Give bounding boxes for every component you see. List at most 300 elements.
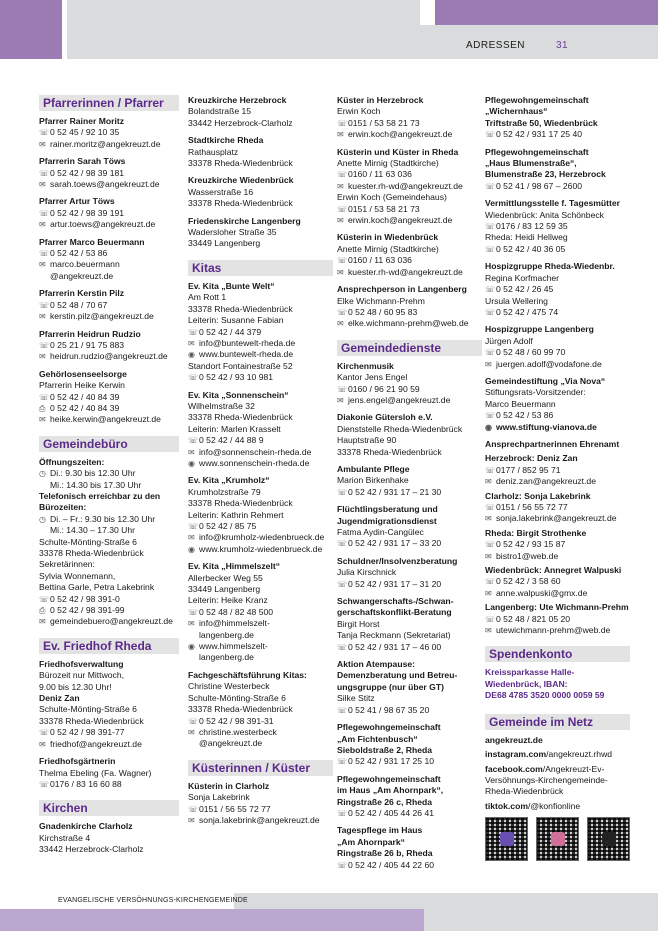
phone-icon: ☏ (337, 579, 348, 589)
entry-title: Kreuzkirche Herzebrock (188, 95, 287, 105)
email-icon: ✉ (39, 180, 46, 190)
contact-entry (39, 369, 179, 426)
phone-icon: ☏ (485, 503, 496, 512)
sexton-entry (337, 284, 482, 330)
entry-title: Ev. Kita „Himmelszelt“ (188, 561, 281, 572)
service-entry (337, 361, 482, 407)
email-link[interactable]: christine.westerbeck (199, 726, 277, 737)
contact-name: Rheda: Heidi Hellweg (485, 232, 568, 243)
phone-number: 0 52 48 / 70 67 (50, 299, 108, 310)
entry-title: Stadtkirche Rheda (188, 135, 264, 146)
staff-names: Sylvia Wonnemann, (39, 570, 116, 581)
phone-icon: ☏ (188, 804, 199, 814)
email-icon: ✉ (39, 739, 46, 749)
email-icon: ✉ (188, 447, 195, 457)
contact-name: Christine Westerbeck (188, 681, 270, 692)
tiktok-domain: tiktok.com (485, 800, 528, 811)
section-heading-kirchen: Kirchen (39, 800, 179, 816)
website-link[interactable]: www.stiftung-vianova.de (496, 421, 597, 432)
entry-title: Tagespflege im Haus (337, 825, 423, 836)
phone-number: 0 52 48 / 821 05 20 (496, 613, 571, 624)
contact-name: Jürgen Adolf (485, 335, 533, 346)
contact-name: Erwin Koch (Gemeindehaus) (337, 192, 447, 203)
fax-number: 0 52 42 / 98 391-99 (50, 605, 125, 616)
entry-title: Vermittlungsstelle f. Tagesmütter (485, 198, 620, 209)
contact-name: Marco Beuermann (485, 398, 556, 409)
email-icon: ✉ (485, 551, 492, 561)
church-entry (39, 821, 179, 855)
entry-title: Hospizgruppe Langenberg (485, 324, 594, 335)
email-link[interactable]: artur.toews@angekreuzt.de (50, 219, 156, 230)
phone-number: 0 52 42 / 93 15 87 (496, 539, 566, 550)
service-entry (337, 659, 482, 716)
contact-entry (39, 116, 179, 150)
phone-icon: ☏ (485, 465, 496, 475)
email-link[interactable]: info@sonnenschein-rheda.de (199, 446, 312, 457)
entry-title: Ringstraße 26 b, Rheda (337, 848, 433, 859)
entry-title: Ev. Kita „Krumholz“ (188, 475, 270, 486)
service-entry (337, 464, 482, 498)
city: 33378 Rheda-Wiedenbrück (188, 198, 293, 209)
phone-icon: ☏ (485, 181, 496, 191)
phone-number: 0 52 42 / 931 17 25 40 (496, 129, 583, 140)
city: 33378 Rheda-Wiedenbrück (188, 303, 293, 314)
contact-name: Herzebrock: Deniz Zan (485, 453, 578, 464)
column-1 (39, 95, 179, 862)
sexton-entry (337, 232, 482, 278)
church-entry (188, 95, 333, 129)
city: 33378 Rheda-Wiedenbrück (188, 412, 293, 423)
email-icon: ✉ (337, 319, 344, 329)
entry-title: Küsterin und Küster in Rheda (337, 146, 459, 157)
entry-title: Triftstraße 50, Wiedenbrück (485, 117, 598, 128)
contact-entry (39, 237, 179, 283)
phone-number: 0 52 42 / 40 36 05 (496, 243, 566, 254)
column-2 (188, 95, 333, 832)
contact-name: Fatma Aydin-Cangülec (337, 527, 424, 537)
website-link[interactable]: www.buntewelt-rheda.de (199, 349, 294, 360)
email-link[interactable]: marco.beuermann (50, 259, 120, 270)
email-icon: ✉ (39, 312, 46, 322)
phone-icon: ☏ (337, 757, 348, 767)
church-entry (188, 216, 333, 250)
city: 33378 Rheda-Wiedenbrück (337, 446, 442, 457)
city: 33449 Langenberg (188, 584, 261, 595)
contact-name: Birgit Horst (337, 618, 380, 629)
email-link[interactable]: kuester.rh-wd@angekreuzt.de (348, 180, 463, 191)
website-link[interactable]: www.himmelszelt- (199, 641, 268, 652)
section-heading-netz: Gemeinde im Netz (485, 714, 630, 730)
email-icon: ✉ (188, 815, 195, 825)
city: 33449 Langenberg (188, 238, 261, 249)
phone-icon: ☏ (485, 411, 496, 421)
staff-label: Sekretärinnen: (39, 559, 95, 570)
phone-icon: ☏ (485, 285, 496, 295)
email-link[interactable]: heidrun.rudzio@angekreuzt.de (50, 351, 168, 362)
service-entry (485, 324, 630, 370)
phone-number: 0 52 42 / 40 84 39 (50, 391, 120, 402)
office-name: Dienststelle Rheda-Wiedenbrück (337, 423, 463, 434)
phone-icon: ☏ (337, 118, 348, 128)
section-heading-pfarrer: Pfarrerinnen / Pfarrer (39, 95, 179, 111)
service-entry (337, 412, 482, 458)
decor-lilac-footer-band (0, 909, 424, 931)
phone-icon: ☏ (188, 327, 199, 337)
email-icon: ✉ (485, 359, 492, 369)
city: 33442 Herzebrock-Clarholz (188, 117, 293, 128)
street: Wasserstraße 16 (188, 186, 254, 197)
email-icon: ✉ (188, 338, 195, 348)
street: Schulte-Mönting-Straße 6 (39, 536, 137, 547)
entry-title: „Am Ahornpark“ (337, 836, 405, 847)
kita-entry (188, 281, 333, 384)
street: Rathausplatz (188, 146, 239, 157)
section-heading-dienste: Gemeindedienste (337, 340, 482, 356)
phone-icon: ☏ (337, 204, 348, 214)
phone-number: 0 52 42 / 3 58 60 (496, 576, 561, 587)
tiktok-path: /@konfionline (527, 800, 581, 811)
leader: Leiterin: Susanne Fabian (188, 315, 284, 326)
entry-title: Diakonie Gütersloh e.V. (337, 412, 433, 423)
entry-title: Ev. Kita „Sonnenschein“ (188, 389, 289, 400)
email-icon: ✉ (39, 139, 46, 149)
entry-title: Ansprechpartnerinnen Ehrenamt (485, 438, 620, 449)
service-entry (337, 825, 482, 871)
email-link[interactable]: gemeindebuero@angekreuzt.de (50, 616, 173, 627)
page-number: 31 (556, 40, 569, 51)
email-link[interactable]: heike.kerwin@angekreuzt.de (50, 414, 161, 425)
phone-icon: ☏ (337, 307, 348, 317)
kita-entry (188, 561, 333, 664)
fax-icon: ⎙ (39, 403, 46, 413)
phone-icon: ☏ (337, 642, 348, 652)
phone-icon: ☏ (39, 728, 50, 738)
phone-number: 0160 / 11 63 036 (348, 169, 412, 180)
hours-line: Mi.: 14.30 – 17.30 Uhr (50, 525, 136, 536)
phone-icon: ☏ (337, 256, 348, 266)
phone-number: 0 25 21 / 91 75 883 (50, 339, 125, 350)
facebook-path: Rheda-Wiedenbrück (485, 786, 564, 797)
instagram-path: /angekreuzt.rhwd (546, 749, 613, 760)
section-heading-kuester: Küsterinnen / Küster (188, 760, 333, 776)
service-entry (485, 147, 630, 193)
globe-icon: ◉ (188, 458, 195, 468)
volunteer-contacts (485, 439, 630, 637)
entry-title: Ambulante Pflege (337, 463, 410, 474)
phone-number: 0 52 42 / 85 75 (199, 521, 257, 531)
email-icon: ✉ (337, 395, 344, 405)
contact-name: Ursula Wellering (485, 295, 548, 306)
service-entry (337, 774, 482, 820)
phone-number: 0 52 42 / 93 10 981 (199, 372, 274, 383)
phone-number: 0 52 42 / 931 17 – 46 00 (348, 641, 442, 652)
phone-icon: ☏ (39, 779, 50, 789)
phone-number: 0 52 42 / 931 17 – 21 30 (348, 486, 442, 497)
phone-number: 0 52 42 / 98 39 181 (50, 167, 125, 178)
phone-icon: ☏ (39, 208, 50, 218)
phone-number: 0 52 42 / 98 391-0 (50, 593, 120, 604)
tiktok-qr-code (587, 817, 630, 861)
facebook-path: /Angekreuzt-Ev- (542, 763, 605, 774)
instagram-link[interactable] (485, 749, 630, 760)
phone-icon: ☏ (39, 128, 50, 138)
email-link[interactable]: erwin.koch@angekreuzt.de (348, 129, 453, 140)
contact-name: Kantor Jens Engel (337, 372, 408, 383)
email-link[interactable]: anne.walpuski@gmx.de (496, 587, 588, 598)
email-link[interactable]: info@krumholz-wiedenbrueck.de (199, 532, 325, 543)
phone-icon: ☏ (188, 436, 199, 446)
street: Krumholzstraße 79 (188, 486, 261, 497)
phone-number: 0 52 48 / 60 99 70 (496, 347, 566, 358)
entry-title: Ev. Kita „Bunte Welt“ (188, 280, 275, 291)
contact-entry (39, 156, 179, 190)
entry-title: Pflegewohngemeinschaft (485, 95, 589, 105)
website-link[interactable]: www.krumholz-wiedenbrueck.de (199, 543, 323, 554)
email-link[interactable]: elke.wichmann-prehm@web.de (348, 318, 469, 329)
email-icon: ✉ (485, 477, 492, 487)
email-link[interactable]: sonja.lakebrink@angekreuzt.de (199, 814, 320, 825)
phone-number: 0 52 42 / 931 17 – 31 20 (348, 578, 442, 589)
clock-icon: ◷ (39, 514, 46, 524)
entry-title: Pfarrer Artur Töws (39, 196, 115, 207)
service-entry (337, 596, 482, 653)
email-icon: ✉ (39, 220, 46, 230)
phone-icon: ☏ (188, 607, 199, 617)
hours-line: Di. – Fr.: 9.30 bis 12.30 Uhr (50, 513, 156, 524)
email-link[interactable]: deniz.zan@angekreuzt.de (496, 476, 596, 487)
phone-icon: ☏ (39, 300, 50, 310)
email-icon: ✉ (39, 352, 46, 362)
email-icon: ✉ (39, 415, 46, 425)
contact-name: Anette Mirnig (Stadtkirche) (337, 158, 439, 169)
email-link-continued[interactable]: @angekreuzt.de (50, 270, 114, 281)
column-4 (485, 95, 630, 867)
decor-purple-block-top-right (435, 0, 658, 25)
entry-title: Flüchtlingsberatung und (337, 504, 438, 515)
email-link[interactable]: kerstin.pilz@angekreuzt.de (50, 311, 154, 322)
column-3 (337, 95, 482, 877)
entry-title: Ansprechperson in Langenberg (337, 284, 467, 295)
phone-icon: ☏ (337, 705, 348, 715)
donation-account (485, 667, 630, 701)
email-link[interactable]: utewichmann-prehm@web.de (496, 625, 611, 636)
email-icon: ✉ (485, 626, 492, 636)
online-links (485, 735, 630, 861)
contact-name: Wiedenbrück: Anita Schönbeck (485, 209, 604, 220)
entry-title: Aktion Atempause: (337, 659, 415, 670)
phone-hours-title: Telefonisch erreichbar zu den Bürozeiten: (39, 490, 161, 513)
phone-number: 0 52 42 / 26 45 (496, 284, 554, 295)
section-heading-gemeindebuero: Gemeindebüro (39, 436, 179, 452)
entry-title: Küsterin in Clarholz (188, 780, 270, 791)
contact-name: Julia Kirschnick (337, 567, 397, 578)
street: Schulte-Mönting-Straße 6 (188, 692, 286, 703)
phone-icon: ☏ (39, 168, 50, 178)
entry-title: ungsgruppe (nur über GT) (337, 681, 444, 692)
phone-number: 0 52 42 / 53 86 (496, 410, 554, 421)
entry-title: Hospizgruppe Rheda-Wiedenbr. (485, 261, 615, 272)
instagram-qr-code (485, 817, 528, 861)
entry-title: Gnadenkirche Clarholz (39, 821, 133, 832)
fax-icon: ⎙ (39, 606, 46, 616)
globe-icon: ◉ (188, 544, 195, 554)
kita-management-entry (188, 670, 333, 750)
phone-number: 0 52 42 / 405 44 26 41 (348, 807, 435, 818)
email-link[interactable]: juergen.adolf@vodafone.de (496, 358, 602, 369)
phone-icon: ☏ (188, 522, 199, 531)
phone-number: 0151 / 56 55 72 77 (496, 502, 568, 512)
email-icon: ✉ (337, 130, 344, 140)
phone-icon: ☏ (337, 860, 348, 870)
iban: DE68 4785 3520 0000 0059 59 (485, 690, 605, 701)
phone-icon: ☏ (485, 614, 496, 624)
section-heading-kitas: Kitas (188, 260, 333, 276)
section-title: ADRESSEN (466, 40, 526, 51)
leader: Leiterin: Heike Kranz (188, 595, 268, 606)
email-link[interactable]: info@buntewelt-rheda.de (199, 337, 296, 348)
service-entry (485, 198, 630, 255)
contact-name: Anette Mirnig (Stadtkirche) (337, 243, 439, 254)
hours-line: 9.00 bis 12.30 Uhr! (39, 681, 112, 692)
email-icon: ✉ (188, 619, 195, 629)
entry-title: Kirchenmusik (337, 360, 394, 371)
section-heading-spenden: Spendenkonto (485, 646, 630, 662)
extra-location: Standort Fontainestraße 52 (188, 360, 293, 371)
facebook-path: Versöhnungs-Kirchengemeinde- (485, 774, 608, 785)
entry-title: Pflegewohngemeinschaft (337, 722, 441, 733)
phone-number: 0151 / 53 58 21 73 (348, 203, 420, 214)
email-link[interactable]: sarah.toews@angekreuzt.de (50, 179, 160, 190)
contact-name: Marion Birkenhake (337, 475, 409, 486)
phone-icon: ☏ (39, 594, 50, 604)
email-link[interactable]: bistro1@web.de (496, 550, 559, 561)
email-link[interactable]: jens.engel@angekreuzt.de (348, 394, 451, 405)
entry-title: Jugendmigrationsdienst (337, 515, 437, 526)
phone-icon: ☏ (337, 384, 348, 394)
role-label: Stiftungsrats-Vorsitzender: (485, 387, 586, 398)
email-icon: ✉ (485, 588, 492, 598)
entry-title: im Haus „Am Ahornpark“, (337, 785, 444, 796)
contact-entry (39, 288, 179, 322)
hours-line: Bürozeit nur Mittwoch, (39, 670, 125, 681)
phone-icon: ☏ (485, 244, 496, 254)
phone-icon: ☏ (485, 348, 496, 358)
cemetery-admin-entry (39, 659, 179, 750)
phone-number: 0 52 41 / 98 67 35 20 (348, 704, 430, 715)
phone-number: 0 52 42 / 931 17 – 33 20 (348, 538, 442, 549)
contact-name: Sonja Lakebrink (188, 792, 250, 803)
clock-icon: ◷ (39, 469, 46, 479)
email-icon: ✉ (188, 533, 195, 543)
phone-number: 0 52 42 / 475 74 (496, 306, 559, 317)
email-link-continued[interactable]: langenberg.de (199, 629, 254, 640)
phone-icon: ☏ (337, 808, 348, 818)
entry-title: Küsterin in Wiedenbrück (337, 232, 439, 243)
phone-number: 0 52 42 / 98 39 191 (50, 207, 125, 218)
phone-number: 0176 / 83 16 60 88 (50, 778, 122, 789)
street: Bolandstraße 15 (188, 106, 252, 117)
email-link[interactable]: sonja.lakebrink@angekreuzt.de (496, 513, 617, 524)
website-link[interactable]: angekreuzt.de (485, 734, 543, 745)
phone-number: 0 52 42 / 53 86 (50, 248, 108, 259)
entry-title: Friedhofsgärtnerin (39, 756, 116, 767)
entry-title: Pfarrerin Kerstin Pilz (39, 288, 125, 299)
facebook-domain: facebook.com (485, 763, 543, 774)
entry-title: Gemeindestiftung „Via Nova“ (485, 375, 606, 386)
gardener-entry (39, 756, 179, 790)
email-link[interactable]: friedhof@angekreuzt.de (50, 738, 142, 749)
email-icon: ✉ (188, 727, 195, 737)
city: 33442 Herzebrock-Clarholz (39, 844, 144, 855)
entry-title: Fachgeschäftsführung Kitas: (188, 669, 307, 680)
phone-icon: ☏ (485, 540, 496, 550)
street: Wadersloher Straße 35 (188, 227, 277, 238)
church-entry (188, 175, 333, 209)
email-link[interactable]: rainer.moritz@angekreuzt.de (50, 138, 161, 149)
city: 33378 Rheda-Wiedenbrück (188, 158, 293, 169)
email-icon: ✉ (337, 216, 344, 226)
phone-icon: ☏ (337, 539, 348, 549)
kita-entry (188, 475, 333, 555)
service-entry (485, 261, 630, 318)
globe-icon: ◉ (188, 350, 195, 360)
service-entry (337, 722, 482, 768)
phone-icon: ☏ (485, 307, 496, 317)
phone-number: 0 52 42 / 405 44 22 60 (348, 859, 435, 870)
entry-title: „Wichernhaus“ (485, 106, 548, 117)
phone-icon: ☏ (485, 222, 496, 232)
email-link[interactable]: erwin.koch@angekreuzt.de (348, 215, 453, 226)
street: Kirchstraße 4 (39, 832, 91, 843)
contact-entry (39, 196, 179, 230)
website-link-continued[interactable]: langenberg.de (199, 652, 254, 663)
entry-title: Sieboldstraße 2, Rheda (337, 744, 433, 755)
entry-title: Friedenskirche Langenberg (188, 215, 301, 226)
entry-title: Pfarrer Rainer Moritz (39, 116, 125, 126)
tiktok-link[interactable] (485, 801, 630, 812)
city: 33378 Rheda-Wiedenbrück (39, 548, 144, 558)
contact-name: Wiedenbrück: Annegret Walpuski (485, 565, 622, 576)
entry-title: Pfarrerin Sarah Töws (39, 156, 126, 167)
website-link[interactable]: www.sonnenschein-rheda.de (199, 457, 310, 468)
street: Am Rott 1 (188, 292, 227, 303)
email-link-continued[interactable]: @angekreuzt.de (199, 738, 263, 749)
entry-title: Pfarrerin Heidrun Rudzio (39, 328, 141, 339)
email-link[interactable]: kuester.rh-wd@angekreuzt.de (348, 266, 463, 277)
office-entry (39, 457, 179, 628)
entry-title: Pfarrer Marco Beuermann (39, 236, 145, 247)
entry-title: Ringstraße 26 c, Rheda (337, 796, 433, 807)
phone-icon: ☏ (188, 373, 199, 383)
email-icon: ✉ (337, 267, 344, 277)
phone-number: 0 52 42 / 44 88 9 (199, 435, 264, 446)
contact-name: Tanja Reckmann (Sekretariat) (337, 630, 451, 641)
entry-title: Friedhofsverwaltung (39, 658, 124, 669)
email-link[interactable]: info@himmelszelt- (199, 618, 270, 629)
globe-icon: ◉ (188, 642, 195, 652)
entry-title: gerschaftskonflikt-Beratung (337, 607, 452, 618)
street: Schulte-Mönting-Straße 6 (39, 704, 137, 715)
facebook-link[interactable] (485, 764, 630, 798)
contact-name: Elke Wichmann-Prehm (337, 295, 425, 306)
entry-title: „Am Fichtenbusch“ (337, 733, 418, 744)
phone-number: 0 52 41 / 98 67 – 2600 (496, 180, 583, 191)
entry-title: Schuldner/Insolvenzberatung (337, 555, 458, 566)
phone-number: 0 52 42 / 98 391-31 (199, 715, 274, 726)
phone-number: 0176 / 83 12 59 35 (496, 221, 568, 232)
email-icon: ✉ (485, 514, 492, 524)
street: Allerbecker Weg 55 (188, 572, 263, 583)
